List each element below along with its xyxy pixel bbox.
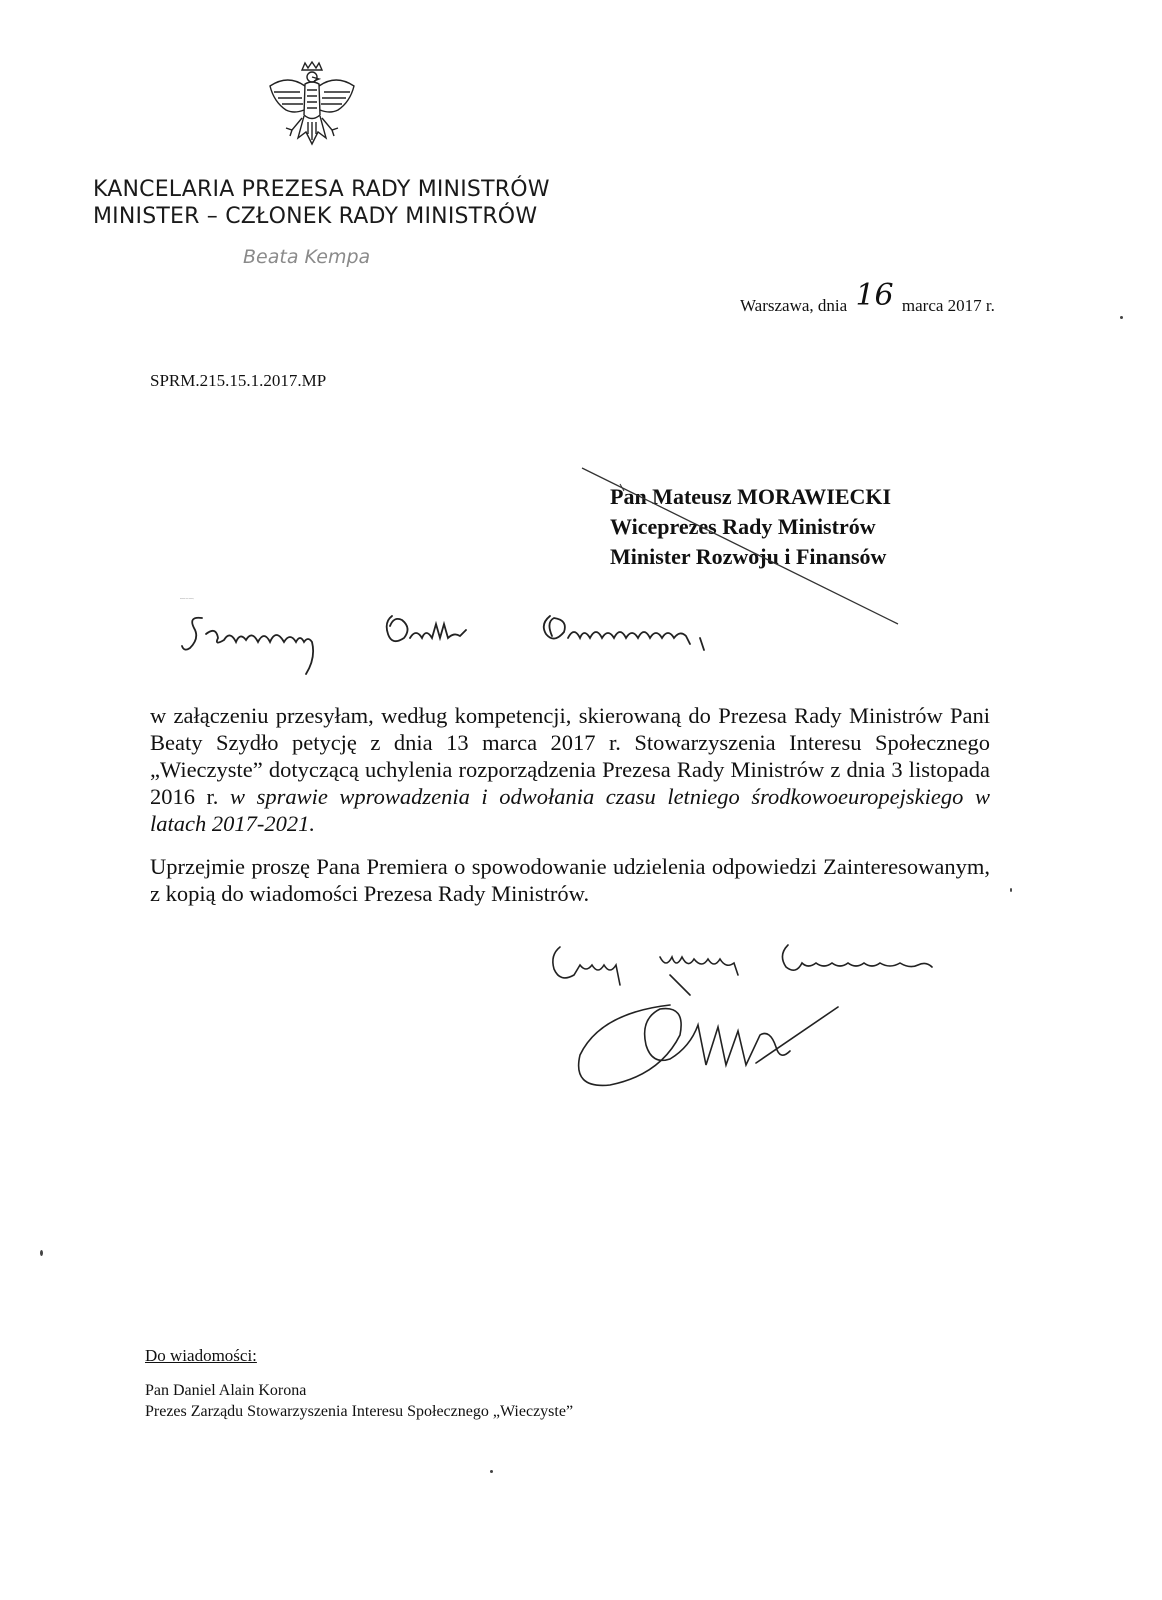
cc-heading: Do wiadomości:: [145, 1346, 257, 1365]
addressee-name: Pan Mateusz MORAWIECKI: [610, 484, 892, 509]
office-line-chancellery: KANCELARIA PREZESA RADY MINISTRÓW: [93, 177, 550, 202]
handwritten-signature-icon: [520, 935, 980, 1105]
body-paragraph-1: [150, 702, 990, 837]
polish-eagle-emblem-icon: [262, 60, 362, 160]
reference-number: SPRM.215.15.1.2017.MP: [150, 371, 327, 390]
paragraph-1-text: w załączeniu przesyłam, według kompetencji, skierowaną do Prezesa Rady Ministrów Pani Beaty Szydło petycję z dnia 13 marca 2017 r. Stowarzyszenia Interesu Społecznego „Wieczyste” dotyczącą uchylenia rozporządzenia Prezesa Rady Ministrów z dnia 3 listopada 2016 r.: [150, 703, 990, 809]
date-prefix: Warszawa, dnia: [740, 296, 848, 315]
addressee-title: Wiceprezes Rady Ministrów: [610, 514, 876, 539]
cc-recipient-title: Prezes Zarządu Stowarzyszenia Interesu Społecznego „Wieczyste”: [145, 1403, 574, 1420]
cc-list: [145, 1380, 573, 1422]
date-line: [740, 278, 995, 319]
scan-speck: [1120, 316, 1123, 319]
body-paragraph-2: Uprzejmie proszę Pana Premiera o spowodowanie udzielenia odpowiedzi Zainteresowanym, z kopią do wiadomości Prezesa Rady Ministrów.: [150, 854, 990, 906]
minister-name: Beata Kempa: [243, 246, 371, 268]
addressee-ministry: Minister Rozwoju i Finansów: [610, 544, 887, 569]
scan-speck: [490, 1470, 493, 1473]
date-suffix: marca 2017 r.: [901, 296, 995, 315]
scan-speck: [40, 1250, 43, 1256]
salutation-text: [180, 598, 195, 600]
office-header: [93, 176, 550, 230]
paragraph-1-italic: w sprawie wprowadzenia i odwołania czasu letniego środkowoeuropejskiego w latach 2017-2021.: [150, 784, 990, 836]
cc-recipient-name: Pan Daniel Alain Korona: [145, 1382, 307, 1399]
closing-text: Łączę wyrazy szacunku: [520, 936, 530, 937]
date-day-handwritten: 16: [855, 278, 894, 313]
scan-speck: [1010, 888, 1012, 892]
salutation-handwritten: [180, 598, 740, 688]
office-line-minister: MINISTER – CZŁONEK RADY MINISTRÓW: [93, 204, 538, 229]
